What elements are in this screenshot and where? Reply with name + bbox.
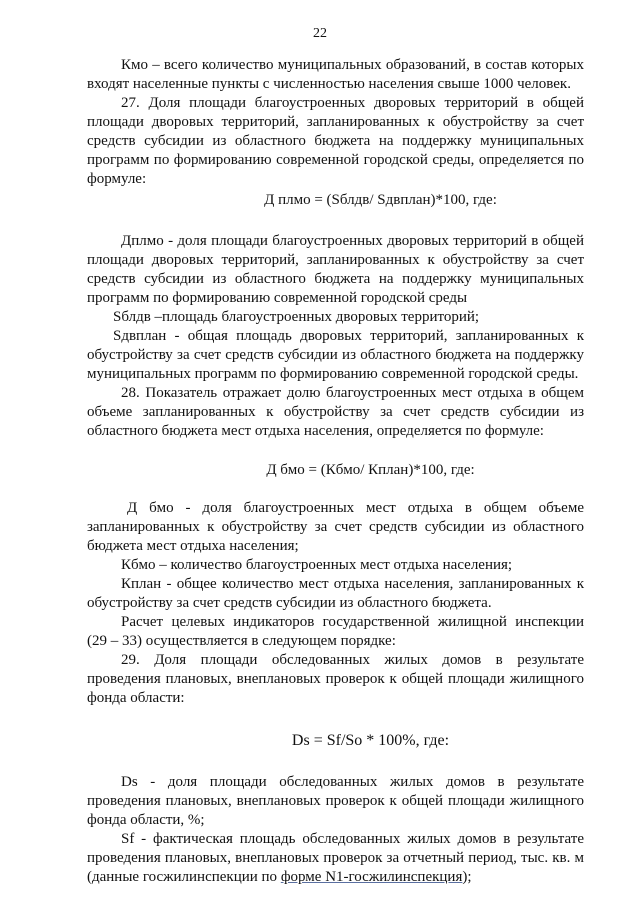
paragraph-sbldv-definition: Sблдв –площадь благоустроенных дворовых территорий; [113,309,480,325]
form-n1-link[interactable]: форме N1-госжилинспекция [280,869,463,885]
paragraph-dbmo-definition: Д бмо - доля благоустроенных мест отдыха в общем объеме запланированных к обустройству за счет средств субсидии из областного бюджета мест отдыха населения; [87,500,584,554]
paragraph-sdvplan-definition: Sдвплан - общая площадь дворовых территорий, запланированных к обустройству за счет средств субсидии из областного бюджета на поддержку муниципальных программ по формированию современной городской среды. [87,328,584,382]
paragraph-sf-definition [87,830,584,887]
paragraph-ds-definition: Ds - доля площади обследованных жилых домов в результате проведения плановых, внеплановых проверок к общей площади жилищного фонда области, %; [87,774,584,828]
sf-definition-end: ); [462,869,472,885]
paragraph-kbmo-definition: Кбмо – количество благоустроенных мест отдыха населения; [121,557,513,573]
paragraph-kmo-definition: Кмо – всего количество муниципальных образований, в состав которых входят населенные пункты с численностью населения свыше 1000 человек. [87,57,584,92]
paragraph-inspection-intro: Расчет целевых индикаторов государственной жилищной инспекции (29 – 33) осуществляется в следующем порядке: [87,614,584,649]
formula-ds: Ds = Sf/So * 100%, где: [291,732,450,749]
paragraph-item-29: 29. Доля площади обследованных жилых домов в результате проведения плановых, внеплановых проверок к общей площади жилищного фонда области: [87,652,584,706]
formula-dbmo: Д бмо = (Кбмо/ Кплан)*100, где: [266,462,475,478]
paragraph-dplmo-definition: Дплмо - доля площади благоустроенных дворовых территорий в общей площади дворовых территорий, запланированных к обустройству за счет средств субсидии из областного бюджета на поддержку муниципальных программ по формированию современной городской среды [87,233,584,306]
page-number: 22 [313,26,327,41]
paragraph-item-28: 28. Показатель отражает долю благоустроенных мест отдыха в общем объеме запланированных к обустройству за счет средств субсидии из областного бюджета мест отдыха населения, определяется по формуле: [87,385,584,439]
document-body [87,56,584,887]
formula-dplmo: Д плмо = (Sблдв/ Sдвплан)*100, где: [264,192,497,208]
paragraph-kplan-definition: Кплан - общее количество мест отдыха населения, запланированных к обустройству за счет средств субсидии из областного бюджета. [87,576,584,611]
sf-definition-text: Sf - фактическая площадь обследованных жилых домов в результате проведения плановых, внеплановых проверок за отчетный период, тыс. кв. м (данные госжилинспекции по [87,831,584,885]
paragraph-item-27: 27. Доля площади благоустроенных дворовых территорий в общей площади дворовых территорий, запланированных к обустройству за счет средств субсидии из областного бюджета на поддержку муниципальных программ по формированию современной городской среды, определяется по формуле: [87,95,584,187]
